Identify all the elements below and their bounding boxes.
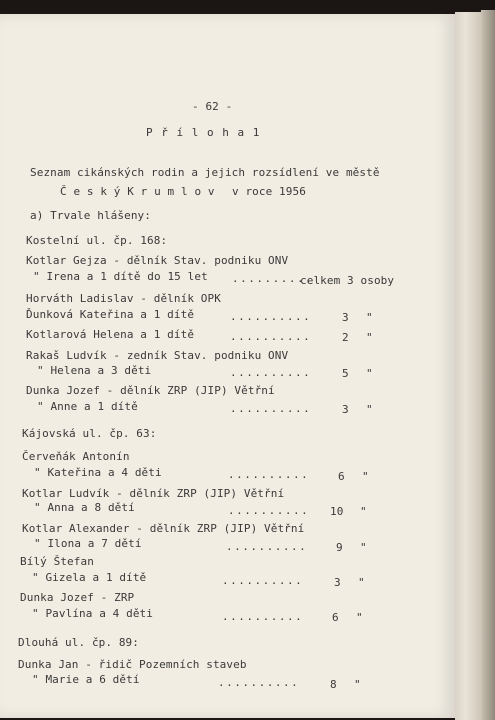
entry-1-dots: .......... [232, 272, 314, 285]
entry-7-ditto: " [360, 505, 367, 518]
entry-2-family: Ďunková Kateřina a 1 dítě [26, 308, 195, 321]
entry-11-head: Dunka Jan - řidič Pozemních staveb [18, 658, 247, 671]
entry-3-count: 2 [342, 331, 349, 344]
document-page [0, 14, 455, 718]
street-kajovska: Kájovská ul. čp. 63: [22, 427, 157, 440]
entry-4-ditto: " [366, 367, 373, 380]
entry-6-ditto: " [362, 470, 369, 483]
entry-9-head: Bílý Štefan [20, 555, 94, 568]
entry-5-ditto: " [366, 403, 373, 416]
document-title-year: v roce 1956 [232, 185, 306, 198]
entry-7-head: Kotlar Ludvík - dělník ZRP (JIP) Větřní [22, 487, 285, 500]
entry-9-ditto: " [358, 576, 365, 589]
entry-8-head: Kotlar Alexander - dělník ZRP (JIP) Větřní [22, 522, 305, 535]
book-cover-edge [481, 10, 495, 720]
entry-6-count: 6 [338, 470, 345, 483]
entry-2-count: 3 [342, 311, 349, 324]
page-number: - 62 - [192, 100, 233, 113]
entry-8-ditto: " [360, 541, 367, 554]
book-page-edges [455, 12, 481, 720]
entry-11-ditto: " [354, 678, 361, 691]
entry-3-dots: .......... [230, 330, 312, 343]
document-title-city: Č e s k ý K r u m l o v [60, 185, 215, 198]
entry-10-family: " Pavlína a 4 děti [32, 607, 154, 620]
entry-1-count: celkem 3 osoby [300, 274, 395, 287]
entry-3-head: Kotlarová Helena a 1 dítě [26, 328, 195, 341]
page-heading: P ř í l o h a 1 [146, 126, 261, 139]
entry-2-ditto: " [366, 311, 373, 324]
entry-3-ditto: " [366, 331, 373, 344]
entry-2-head: Horváth Ladislav - dělník OPK [26, 292, 221, 305]
section-a-heading: a) Trvale hlášeny: [30, 209, 152, 222]
entry-6-head: Červeňák Antonín [22, 450, 130, 463]
entry-11-dots: .......... [218, 676, 300, 689]
entry-10-head: Dunka Jozef - ZRP [20, 591, 135, 604]
entry-5-family: " Anne a 1 dítě [37, 400, 138, 413]
entry-8-count: 9 [336, 541, 343, 554]
entry-2-dots: .......... [230, 310, 312, 323]
entry-7-family: " Anna a 8 dětí [34, 501, 135, 514]
entry-4-dots: .......... [230, 366, 312, 379]
entry-4-head: Rakaš Ludvík - zedník Stav. podniku ONV [26, 349, 289, 362]
entry-10-ditto: " [356, 611, 363, 624]
entry-4-family: " Helena a 3 děti [37, 364, 152, 377]
entry-5-head: Dunka Jozef - dělník ZRP (JIP) Větřní [26, 384, 275, 397]
entry-10-dots: .......... [222, 610, 304, 623]
entry-11-count: 8 [330, 678, 337, 691]
entry-9-family: " Gizela a 1 dítě [32, 571, 147, 584]
entry-10-count: 6 [332, 611, 339, 624]
entry-7-dots: .......... [228, 504, 310, 517]
entry-1-head: Kotlar Gejza - dělník Stav. podniku ONV [26, 254, 289, 267]
entry-5-dots: .......... [230, 402, 312, 415]
entry-11-family: " Marie a 6 dětí [32, 673, 140, 686]
entry-8-dots: .......... [226, 540, 308, 553]
street-dlouha: Dlouhá ul. čp. 89: [18, 636, 140, 649]
document-title-line1: Seznam cikánských rodin a jejich rozsídlení ve městě [30, 166, 380, 179]
entry-9-count: 3 [334, 576, 341, 589]
entry-4-count: 5 [342, 367, 349, 380]
entry-9-dots: .......... [222, 574, 304, 587]
entry-5-count: 3 [342, 403, 349, 416]
street-kostelni: Kostelní ul. čp. 168: [26, 234, 168, 247]
entry-6-dots: .......... [228, 468, 310, 481]
entry-7-count: 10 [330, 505, 344, 518]
entry-8-family: " Ilona a 7 dětí [34, 537, 142, 550]
entry-6-family: " Kateřina a 4 děti [34, 466, 162, 479]
entry-1-family: " Irena a 1 dítě do 15 let [33, 270, 208, 283]
